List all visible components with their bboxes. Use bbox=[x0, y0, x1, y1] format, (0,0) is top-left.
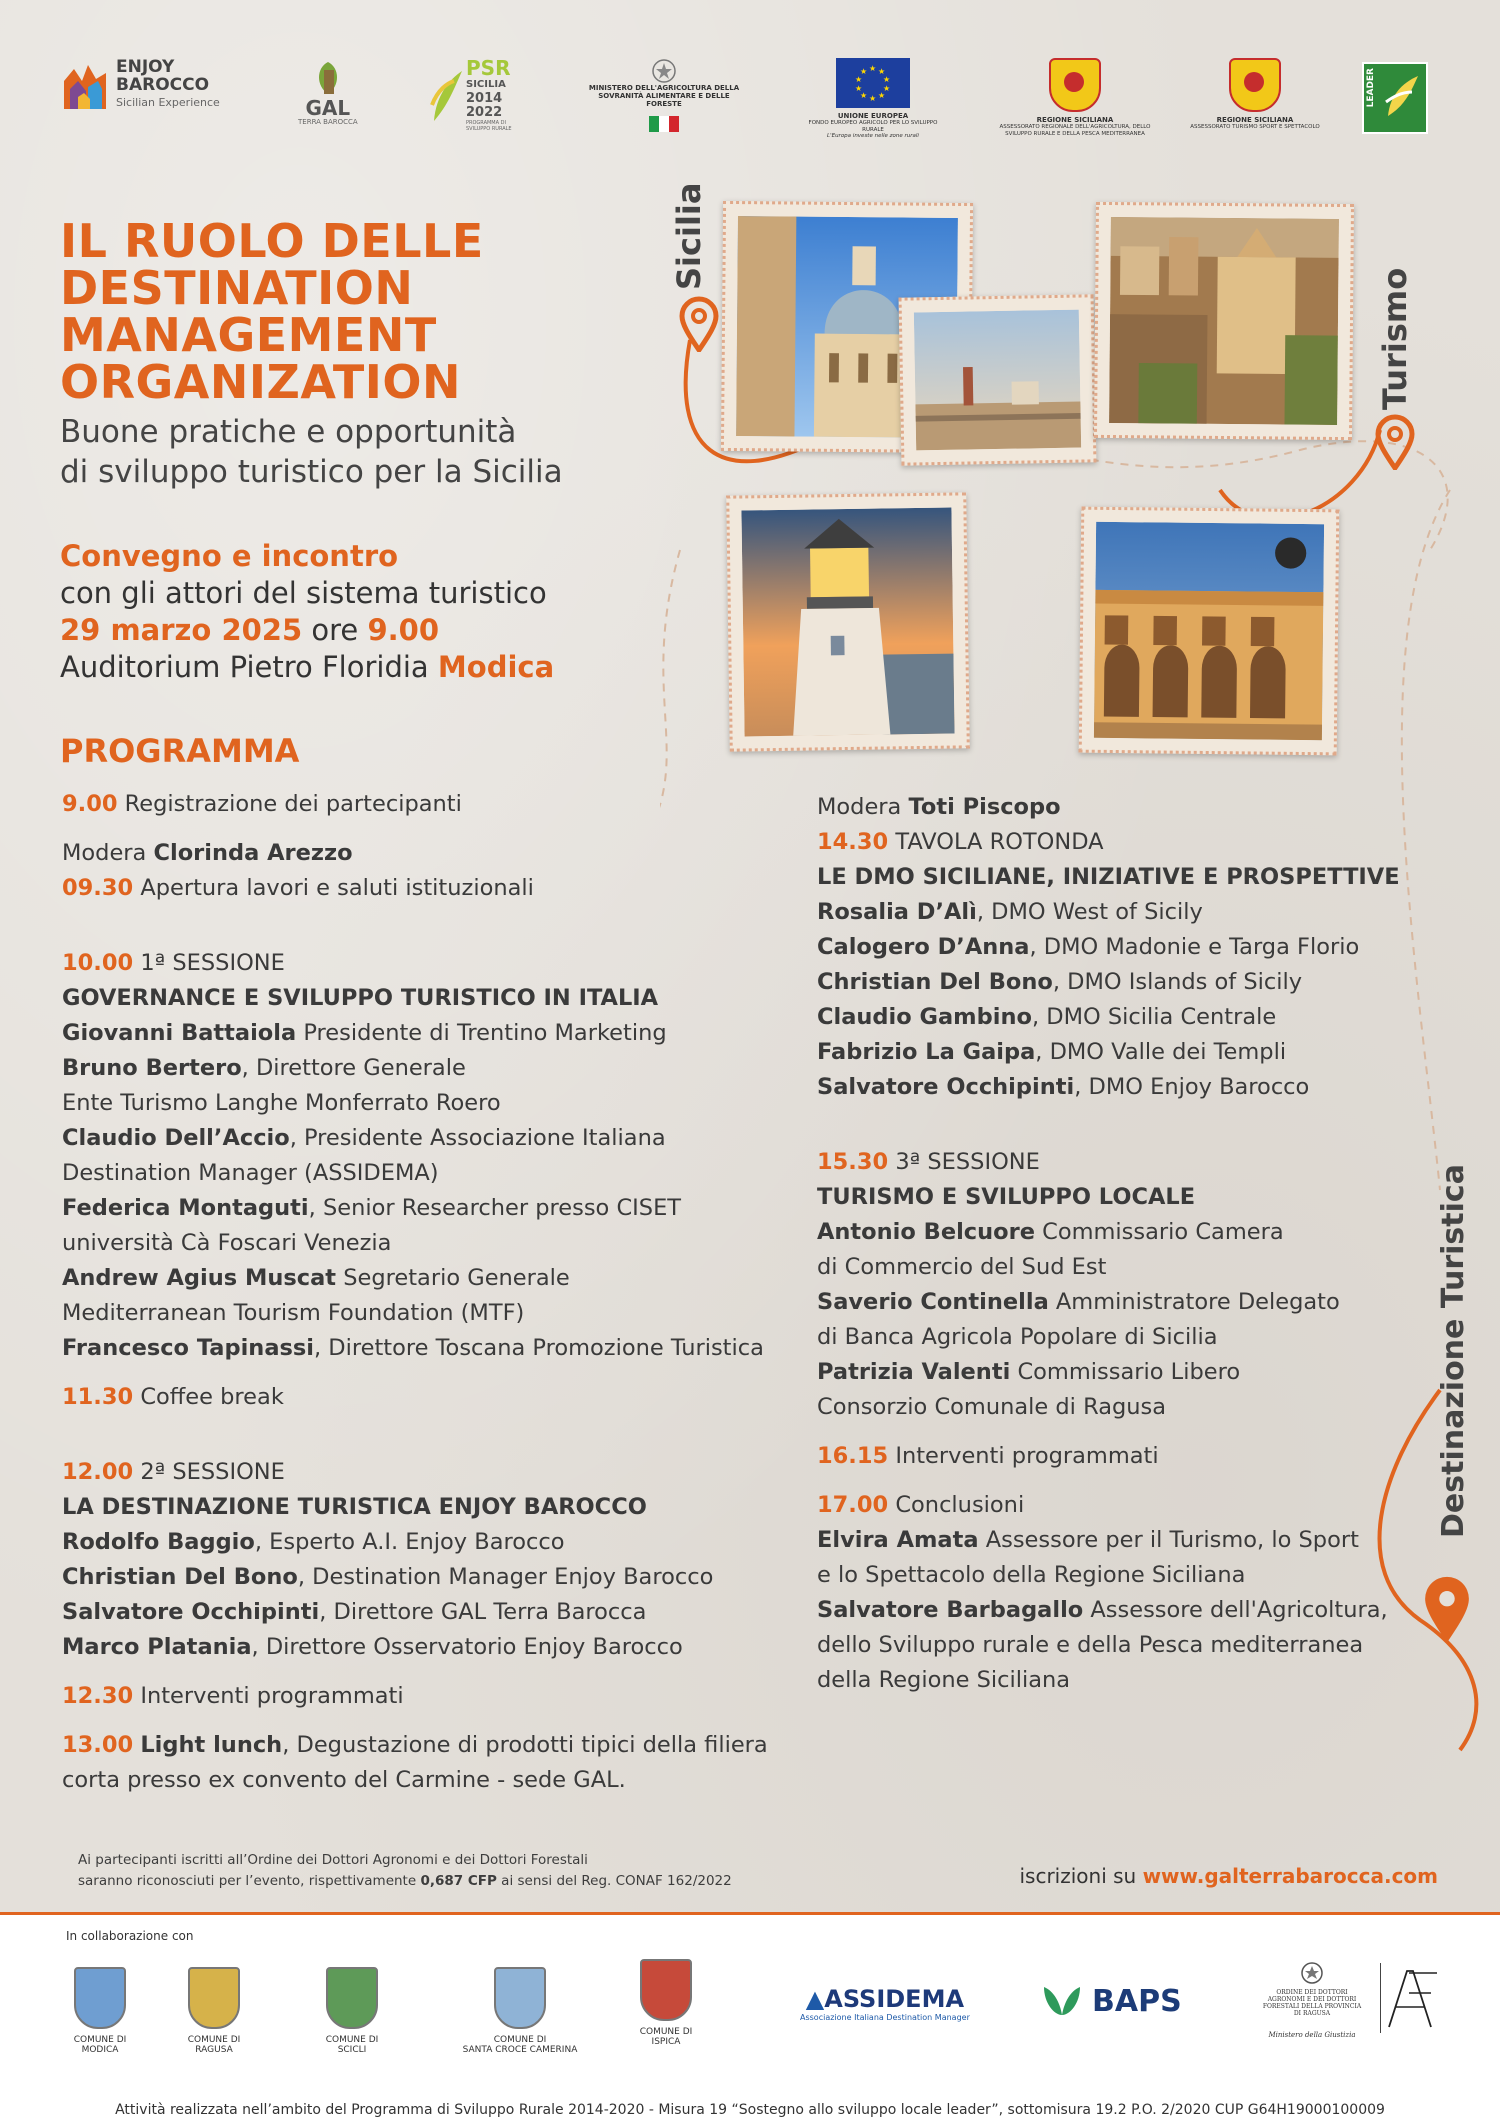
speaker-line bbox=[817, 1215, 1437, 1250]
speaker-line bbox=[817, 1320, 1437, 1355]
speaker-name: Bruno Bertero bbox=[62, 1055, 242, 1081]
partner-ispica bbox=[626, 1959, 706, 2047]
trinacria-icon bbox=[1049, 58, 1101, 112]
program-interventi-2 bbox=[817, 1439, 1437, 1474]
program-registration bbox=[62, 787, 782, 822]
speaker-role: , Direttore Osservatorio Enjoy Barocco bbox=[251, 1634, 683, 1660]
speaker-line bbox=[817, 895, 1437, 930]
footnote-text: ai sensi del Reg. CONAF 162/2022 bbox=[496, 1873, 732, 1889]
session-label: 1ª SESSIONE bbox=[140, 950, 285, 976]
program-item-text: , Degustazione di prodotti tipici della filiera bbox=[282, 1732, 768, 1758]
cfp-footnote bbox=[78, 1850, 732, 1892]
program-lunch bbox=[62, 1728, 782, 1763]
speaker-line bbox=[817, 1523, 1437, 1558]
route-label-turismo: Turismo bbox=[1376, 267, 1414, 410]
subtitle-line-2: di sviluppo turistico per la Sicilia bbox=[60, 454, 563, 490]
subtitle bbox=[60, 412, 680, 492]
regione-siciliana-turismo-logo bbox=[1190, 58, 1320, 131]
speaker-line bbox=[817, 1035, 1437, 1070]
regione1-sub: ASSESSORATO REGIONALE DELL'AGRICOLTURA, DELLO SVILUPPO RURALE E DELLA PESCA MEDITERRANEA bbox=[999, 124, 1151, 137]
photo-stamp-lighthouse bbox=[726, 492, 970, 751]
program-item-text: Conclusioni bbox=[895, 1492, 1025, 1518]
partner-scicli bbox=[312, 1967, 392, 2055]
assidema-a-icon: ▲ bbox=[805, 1985, 825, 2013]
speaker-name: Patrizia Valenti bbox=[817, 1359, 1011, 1385]
italian-emblem-icon bbox=[1300, 1961, 1324, 1985]
speaker-role: Commissario Libero bbox=[1010, 1359, 1241, 1385]
coat-of-arms-icon bbox=[188, 1967, 240, 2029]
speaker-line bbox=[62, 1086, 782, 1121]
coastal-tower-photo bbox=[914, 310, 1081, 451]
speaker-line bbox=[817, 1070, 1437, 1105]
enjoy-barocco-logo bbox=[60, 58, 220, 112]
time-label: 10.00 bbox=[62, 950, 134, 976]
speaker-role: , DMO Sicilia Centrale bbox=[1031, 1004, 1277, 1030]
speaker-name: Elvira Amata bbox=[817, 1527, 979, 1553]
speaker-line bbox=[817, 1250, 1437, 1285]
session-2-title: LA DESTINAZIONE TURISTICA ENJOY BAROCCO bbox=[62, 1494, 647, 1520]
regione2-name: REGIONE SICILIANA bbox=[1216, 116, 1294, 124]
speaker-role: Segretario Generale bbox=[336, 1265, 570, 1291]
speaker-line bbox=[62, 1191, 782, 1226]
program-item-text: Interventi programmati bbox=[895, 1443, 1159, 1469]
speaker-role: , Direttore GAL Terra Barocca bbox=[319, 1599, 647, 1625]
moderator-name: Toti Piscopo bbox=[908, 794, 1061, 820]
time-label: 11.30 bbox=[62, 1384, 134, 1410]
speaker-name: Salvatore Occhipinti bbox=[62, 1599, 320, 1625]
leader-label: LEADER bbox=[1366, 68, 1376, 108]
speaker-role: Assessore dell'Agricoltura, bbox=[1083, 1597, 1388, 1623]
coat-of-arms-icon bbox=[640, 1959, 692, 2021]
speaker-line bbox=[62, 1156, 782, 1191]
speaker-line bbox=[817, 1558, 1437, 1593]
eu-sub: FONDO EUROPEO AGRICOLO PER LO SVILUPPO RURALE bbox=[808, 120, 938, 133]
partner-name: MODICA bbox=[81, 2045, 119, 2055]
speaker-line bbox=[817, 930, 1437, 965]
psr-logo bbox=[430, 58, 520, 132]
collaboration-label: In collaborazione con bbox=[66, 1929, 194, 1943]
roundtable-title: LE DMO SICILIANE, INIZIATIVE E PROSPETTIVE bbox=[817, 864, 1400, 890]
assidema-tag: Associazione Italiana Destination Manager bbox=[800, 2013, 970, 2022]
roundtable-speakers bbox=[817, 895, 1437, 1105]
speaker-role: , DMO West of Sicily bbox=[976, 899, 1203, 925]
enjoy-barocco-icon bbox=[60, 59, 110, 111]
gal-logo bbox=[298, 58, 358, 126]
event-location bbox=[60, 649, 680, 686]
speaker-line bbox=[62, 1051, 782, 1086]
partner-name: SCICLI bbox=[337, 2045, 367, 2055]
eu-logo bbox=[798, 58, 948, 140]
program-left-column bbox=[62, 787, 782, 1798]
speaker-role: , Direttore Toscana Promozione Turistica bbox=[314, 1335, 764, 1361]
event-ore: ore bbox=[311, 613, 359, 647]
session-label: 2ª SESSIONE bbox=[140, 1459, 285, 1485]
speaker-name: Christian Del Bono bbox=[62, 1564, 298, 1590]
speaker-role: Presidente di Trentino Marketing bbox=[296, 1020, 667, 1046]
program-conclusions bbox=[817, 1488, 1437, 1523]
main-title bbox=[60, 214, 680, 409]
lunch-title: Light lunch bbox=[140, 1732, 283, 1758]
time-label: 12.00 bbox=[62, 1459, 134, 1485]
program-coffee-break bbox=[62, 1380, 782, 1415]
speaker-role: Ente Turismo Langhe Monferrato Roero bbox=[62, 1090, 501, 1116]
program-moderator bbox=[817, 790, 1437, 825]
speaker-line bbox=[817, 1285, 1437, 1320]
program-item-text: Interventi programmati bbox=[140, 1683, 404, 1709]
funding-note: Attività realizzata nell’ambito del Programma di Sviluppo Rurale 2014-2020 - Misura 19 “Sostegno allo sviluppo locale leader”, sottomisura 19.2 P.O. 2/2020 CUP G64H19000100009 bbox=[115, 2102, 1385, 2118]
registration-info bbox=[1019, 1864, 1438, 1888]
leader-logo bbox=[1362, 62, 1428, 134]
psr-name: PSR bbox=[466, 56, 511, 80]
psr-year-start: 2014 bbox=[466, 91, 503, 106]
trinacria-icon bbox=[1229, 58, 1281, 112]
photo-stamp-noto bbox=[1094, 202, 1354, 440]
speaker-role: , DMO Islands of Sicily bbox=[1052, 969, 1303, 995]
baps-logo bbox=[1040, 1981, 1182, 2021]
title-line-2: DESTINATION bbox=[60, 261, 414, 315]
time-label: 16.15 bbox=[817, 1443, 889, 1469]
conclusion-speakers bbox=[817, 1523, 1437, 1698]
ordine-logo bbox=[1262, 1961, 1362, 2039]
eu-name: UNIONE EUROPEA bbox=[837, 112, 909, 120]
coat-of-arms-icon bbox=[494, 1967, 546, 2029]
session-label: 3ª SESSIONE bbox=[895, 1149, 1040, 1175]
speaker-line bbox=[817, 1390, 1437, 1425]
route-label-sicilia: Sicilia bbox=[670, 182, 708, 290]
speaker-role: dello Sviluppo rurale e della Pesca mediterranea bbox=[817, 1632, 1364, 1658]
speaker-name: Saverio Continella bbox=[817, 1289, 1049, 1315]
speaker-name: Salvatore Occhipinti bbox=[817, 1074, 1075, 1100]
speaker-name: Antonio Belcuore bbox=[817, 1219, 1035, 1245]
speaker-role: Commissario Camera bbox=[1034, 1219, 1284, 1245]
speaker-name: Marco Platania bbox=[62, 1634, 252, 1660]
program-item-text: Coffee break bbox=[140, 1384, 284, 1410]
speaker-role: , Senior Researcher presso CISET bbox=[308, 1195, 682, 1221]
ministero-giustizia: Ministero della Giustizia bbox=[1268, 2031, 1356, 2039]
speaker-name: Federica Montaguti bbox=[62, 1195, 309, 1221]
program-right-column bbox=[817, 790, 1437, 1698]
speaker-name: Rosalia D’Alì bbox=[817, 899, 977, 925]
moderator-label: Modera bbox=[62, 840, 147, 866]
speaker-line bbox=[62, 1296, 782, 1331]
speaker-role: , DMO Valle dei Templi bbox=[1035, 1039, 1287, 1065]
speaker-line bbox=[62, 1525, 782, 1560]
baps-leaf-icon bbox=[1040, 1981, 1084, 2021]
footnote-line-2 bbox=[78, 1871, 732, 1892]
session-2-speakers bbox=[62, 1525, 782, 1665]
program-item-text: Registrazione dei partecipanti bbox=[124, 791, 462, 817]
psr-year-end: 2022 bbox=[466, 105, 503, 120]
event-date: 29 marzo 2025 bbox=[60, 613, 303, 647]
speaker-line bbox=[817, 965, 1437, 1000]
speaker-role: Assessore per il Turismo, lo Sport bbox=[978, 1527, 1359, 1553]
session-1-title: GOVERNANCE E SVILUPPO TURISTICO IN ITALIA bbox=[62, 985, 659, 1011]
speaker-role: e lo Spettacolo della Regione Siciliana bbox=[817, 1562, 1246, 1588]
speaker-line bbox=[817, 1593, 1437, 1628]
leader-icon bbox=[1362, 62, 1428, 134]
speaker-line bbox=[62, 1261, 782, 1296]
program-opening bbox=[62, 871, 782, 906]
partner-label: COMUNE DI bbox=[493, 2035, 547, 2045]
registration-link[interactable]: www.galterrabarocca.com bbox=[1142, 1864, 1438, 1888]
ministero-logo bbox=[588, 58, 740, 132]
speaker-line bbox=[62, 1595, 782, 1630]
time-label: 09.30 bbox=[62, 875, 134, 901]
eu-tag: L'Europa investe nelle zone rurali bbox=[827, 133, 919, 140]
speaker-role: di Banca Agricola Popolare di Sicilia bbox=[817, 1324, 1218, 1350]
session-1-speakers bbox=[62, 1016, 782, 1366]
session-3-speakers bbox=[817, 1215, 1437, 1425]
program-interventi-1 bbox=[62, 1679, 782, 1714]
moderator-name: Clorinda Arezzo bbox=[153, 840, 353, 866]
speaker-line bbox=[62, 1630, 782, 1665]
map-pin-icon bbox=[678, 296, 720, 352]
session-2-header bbox=[62, 1455, 782, 1490]
speaker-name: Francesco Tapinassi bbox=[62, 1335, 314, 1361]
gal-name: GAL bbox=[305, 96, 351, 120]
photo-stamp-arcade bbox=[1079, 507, 1340, 756]
event-datetime bbox=[60, 612, 680, 649]
speaker-name: Fabrizio La Gaipa bbox=[817, 1039, 1036, 1065]
partner-label: COMUNE DI bbox=[639, 2027, 693, 2037]
speaker-role: , Destination Manager Enjoy Barocco bbox=[297, 1564, 714, 1590]
speaker-line bbox=[817, 1000, 1437, 1035]
event-info bbox=[60, 538, 680, 686]
baroque-arcade-photo bbox=[1094, 522, 1324, 740]
program-item-text: corta presso ex convento del Carmine - sede GAL. bbox=[62, 1767, 626, 1793]
enjoy-logo-line2: BAROCCO bbox=[116, 75, 210, 95]
speaker-role: della Regione Siciliana bbox=[817, 1667, 1071, 1693]
footnote-line-1: Ai partecipanti iscritti all’Ordine dei Dottori Agronomi e dei Dottori Forestali bbox=[78, 1852, 588, 1868]
time-label: 9.00 bbox=[62, 791, 118, 817]
event-type: Convegno e incontro bbox=[60, 539, 399, 573]
regione1-name: REGIONE SICILIANA bbox=[1036, 116, 1114, 124]
speaker-role: di Commercio del Sud Est bbox=[817, 1254, 1107, 1280]
speaker-role: , DMO Madonie e Targa Florio bbox=[1029, 934, 1360, 960]
partner-label: COMUNE DI bbox=[325, 2035, 379, 2045]
ministero-name: MINISTERO DELL'AGRICOLTURA DELLA SOVRANITÀ ALIMENTARE E DELLE FORESTE bbox=[588, 84, 740, 108]
partner-modica bbox=[60, 1967, 140, 2055]
speaker-name: Christian Del Bono bbox=[817, 969, 1053, 995]
speaker-line bbox=[817, 1628, 1437, 1663]
speaker-line bbox=[62, 1121, 782, 1156]
event-description: con gli attori del sistema turistico bbox=[60, 576, 547, 610]
ordine-name: ORDINE DEI DOTTORI AGRONOMI E DEI DOTTORI FORESTALI DELLA PROVINCIA DI RAGUSA bbox=[1262, 1989, 1362, 2017]
regione-siciliana-agricoltura-logo bbox=[990, 58, 1160, 137]
session-3-title: TURISMO E SVILUPPO LOCALE bbox=[817, 1184, 1196, 1210]
eu-flag-icon: ★ ★ ★ ★ ★ ★ ★ ★ ★ ★ bbox=[836, 58, 910, 108]
partner-ragusa bbox=[174, 1967, 254, 2055]
speaker-name: Claudio Gambino bbox=[817, 1004, 1032, 1030]
partner-name: RAGUSA bbox=[195, 2045, 233, 2055]
assidema-logo bbox=[800, 1985, 970, 2022]
cfp-value: 0,687 CFP bbox=[420, 1873, 497, 1889]
program-title: PROGRAMMA bbox=[60, 732, 300, 770]
subtitle-line-1: Buone pratiche e opportunità bbox=[60, 414, 517, 450]
program-moderator bbox=[62, 836, 782, 871]
time-label: 15.30 bbox=[817, 1149, 889, 1175]
speaker-role: , Presidente Associazione Italiana bbox=[289, 1125, 666, 1151]
event-time: 9.00 bbox=[367, 613, 440, 647]
speaker-name: Calogero D’Anna bbox=[817, 934, 1030, 960]
time-label: 14.30 bbox=[817, 829, 889, 855]
registration-label: iscrizioni su bbox=[1019, 1864, 1137, 1888]
gal-tag: TERRA BAROCCA bbox=[298, 118, 358, 126]
psr-sub: SICILIA bbox=[466, 79, 506, 90]
psr-tag: PROGRAMMA DI SVILUPPO RURALE bbox=[466, 120, 512, 132]
session-3-header bbox=[817, 1145, 1437, 1180]
footnote-text: saranno riconosciuti per l’evento, rispettivamente bbox=[78, 1873, 421, 1889]
enjoy-logo-line1: ENJOY bbox=[116, 57, 175, 77]
speaker-line bbox=[62, 1016, 782, 1051]
event-venue: Auditorium Pietro Floridia bbox=[60, 650, 429, 684]
assidema-wordmark bbox=[800, 1985, 970, 2013]
speaker-name: Giovanni Battaiola bbox=[62, 1020, 297, 1046]
speaker-name: Salvatore Barbagallo bbox=[817, 1597, 1084, 1623]
partner-name: SANTA CROCE CAMERINA bbox=[462, 2045, 578, 2055]
italian-emblem-icon bbox=[651, 58, 677, 84]
title-line-3: MANAGEMENT bbox=[60, 308, 437, 362]
regione2-sub: ASSESSORATO TURISMO SPORT E SPETTACOLO bbox=[1190, 124, 1320, 131]
speaker-role: Amministratore Delegato bbox=[1048, 1289, 1340, 1315]
speaker-name: Rodolfo Baggio bbox=[62, 1529, 255, 1555]
speaker-role: , Direttore Generale bbox=[241, 1055, 466, 1081]
map-pin-icon bbox=[1374, 414, 1416, 470]
time-label: 12.30 bbox=[62, 1683, 134, 1709]
photo-stamp-tower bbox=[899, 294, 1097, 465]
speaker-line bbox=[817, 1663, 1437, 1698]
speaker-role: Mediterranean Tourism Foundation (MTF) bbox=[62, 1300, 525, 1326]
speaker-line bbox=[62, 1560, 782, 1595]
time-label: 17.00 bbox=[817, 1492, 889, 1518]
speaker-line bbox=[817, 1355, 1437, 1390]
session-1-header bbox=[62, 946, 782, 981]
speaker-role: , DMO Enjoy Barocco bbox=[1074, 1074, 1310, 1100]
psr-leaf-icon bbox=[430, 65, 464, 125]
baps-name: BAPS bbox=[1092, 1983, 1182, 2019]
session-label: TAVOLA ROTONDA bbox=[895, 829, 1104, 855]
partner-name: ISPICA bbox=[651, 2037, 681, 2047]
route-label-destinazione: Destinazione Turistica bbox=[1436, 1164, 1471, 1538]
title-line-1: IL RUOLO DELLE bbox=[60, 214, 484, 268]
assidema-name: ASSIDEMA bbox=[824, 1985, 965, 2013]
speaker-name: Andrew Agius Muscat bbox=[62, 1265, 337, 1291]
title-line-4: ORGANIZATION bbox=[60, 355, 461, 409]
roundtable-header bbox=[817, 825, 1437, 860]
speaker-role: università Cà Foscari Venezia bbox=[62, 1230, 392, 1256]
partner-santa-croce bbox=[460, 1967, 580, 2055]
partners-footer bbox=[0, 1912, 1500, 2125]
time-label: 13.00 bbox=[62, 1732, 134, 1758]
af-monogram-icon bbox=[1380, 1963, 1441, 2033]
coat-of-arms-icon bbox=[326, 1967, 378, 2029]
speaker-role: Destination Manager (ASSIDEMA) bbox=[62, 1160, 439, 1186]
coat-of-arms-icon bbox=[74, 1967, 126, 2029]
partner-label: COMUNE DI bbox=[187, 2035, 241, 2045]
logo-bar bbox=[60, 58, 1450, 148]
speaker-line bbox=[62, 1331, 782, 1366]
speaker-line bbox=[62, 1226, 782, 1261]
baroque-town-photo bbox=[1109, 217, 1339, 425]
lighthouse-photo bbox=[741, 508, 954, 737]
enjoy-logo-tag: Sicilian Experience bbox=[116, 96, 220, 109]
gal-icon bbox=[308, 58, 348, 98]
event-city: Modica bbox=[437, 650, 555, 684]
italian-flag-icon bbox=[649, 116, 679, 132]
partner-label: COMUNE DI bbox=[73, 2035, 127, 2045]
speaker-name: Claudio Dell’Accio bbox=[62, 1125, 290, 1151]
program-item-text: Apertura lavori e saluti istituzionali bbox=[140, 875, 534, 901]
speaker-role: Consorzio Comunale di Ragusa bbox=[817, 1394, 1167, 1420]
headline-block bbox=[60, 214, 680, 492]
speaker-role: , Esperto A.I. Enjoy Barocco bbox=[254, 1529, 565, 1555]
moderator-label: Modera bbox=[817, 794, 902, 820]
